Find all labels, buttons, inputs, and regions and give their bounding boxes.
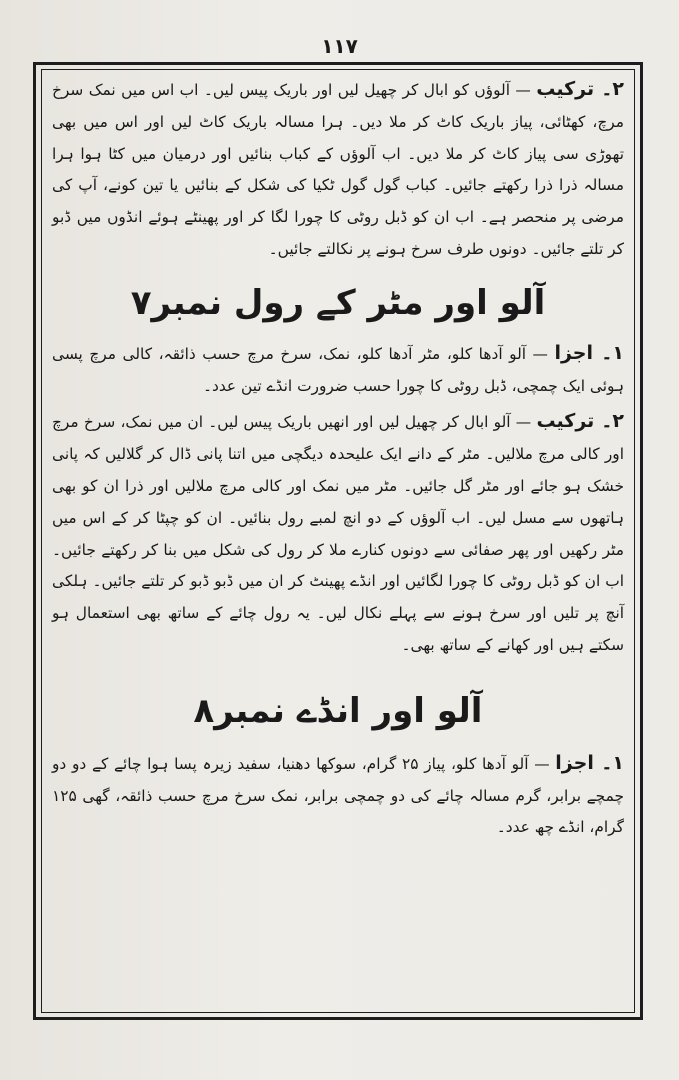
recipe7-ingredients-paragraph: [52, 338, 624, 403]
page-number: ۱۱۷: [321, 34, 358, 58]
page-content: [52, 74, 624, 844]
recipe7-ingredients-label: ۱۔ اجزا: [554, 341, 624, 364]
recipe7-method-text: — آلو ابال کر چھیل لیں اور انھیں باریک پیس لیں۔ ان میں نمک، سرخ مرچ اور کالی مرچ ملالیں۔ مٹر کے دانے ایک علیحدہ دیگچی میں اتنا پانی ڈال کر گلالیں کہ پانی خشک ہو جائے اور مٹر گل جائیں۔ مٹر میں نمک اور کالی مرچ ملالیں اور ذرا ان کو بھی ہاتھوں سے مسل لیں۔ اب آلوؤں کے دو انچ لمبے رول بنائیں۔ ان کو چپٹا کر کے اس میں مٹر رکھیں اور پھر صفائی سے دونوں کنارے ملا کر رول کی شکل میں بنا کر رکھتے جائیں۔ اب ان کو ڈبل روٹی کا چورا لگائیں اور انڈے پھینٹ کر ان میں ڈبو ڈبو کر تلتے جائیں۔ ہلکی آنچ پر تلیں اور سرخ ہونے سے پہلے نکال لیں۔ یہ رول چائے کے ساتھ بھی استعمال ہو سکتے ہیں اور کھانے کے ساتھ بھی۔: [52, 413, 624, 654]
section1-method-label: ۲۔ ترکیب: [536, 78, 625, 100]
recipe8-ingredients-text: — آلو آدھا کلو، پیاز ۲۵ گرام، سوکھا دھنیا، سفید زیرہ پسا ہوا چائے کے دو دو چمچے برابر، گرم مسالہ چائے کی دو چمچی برابر، نمک سرخ مرچ حسب ذائقہ، گھی ۱۲۵ گرام، انڈے چھ عدد۔: [52, 754, 624, 837]
section1-method-paragraph: [52, 74, 624, 266]
recipe8-ingredients-paragraph: [52, 748, 624, 844]
recipe7-title: آلو اور مٹر کے رول نمبر۷: [130, 282, 546, 323]
recipe7-method-label: ۲۔ ترکیب: [536, 410, 624, 433]
recipe8-title: آلو اور انڈے نمبر۸: [193, 690, 483, 731]
recipe7-ingredients-text: — آلو آدھا کلو، مٹر آدھا کلو، نمک، سرخ مرچ حسب ذائقہ، کالی مرچ پسی ہوئی ایک چمچی، ڈبل روٹی کا چورا حسب ضرورت انڈے تین عدد۔: [52, 344, 624, 395]
recipe8-ingredients-label: ۱۔ اجزا: [555, 751, 624, 774]
section1-method-text: — آلوؤں کو ابال کر چھیل لیں اور باریک پیس لیں۔ اب اس میں نمک سرخ مرچ، کھٹائی، پیاز باریک کاٹ کر ملا دیں۔ ہرا مسالہ باریک کاٹ لیں اور اس میں بھی تھوڑی سی پیاز کاٹ کر ملا دیں۔ اب آلوؤں کے کباب بنائیں اور درمیان میں کٹا ہوا ہرا مسالہ ذرا ذرا رکھتے جائیں۔ کباب گول گول ٹکیا کی شکل کے بنائیں یا تین کونے، آپ کی مرضی پر منحصر ہے۔ اب ان کو ڈبل روٹی کا چورا لگا کر اور پھینٹے ہوئے انڈوں میں ڈبو کر تلتے جائیں۔ دونوں طرف سرخ ہونے پر نکالتے جائیں۔: [52, 81, 624, 258]
recipe7-method-paragraph: [52, 406, 624, 661]
